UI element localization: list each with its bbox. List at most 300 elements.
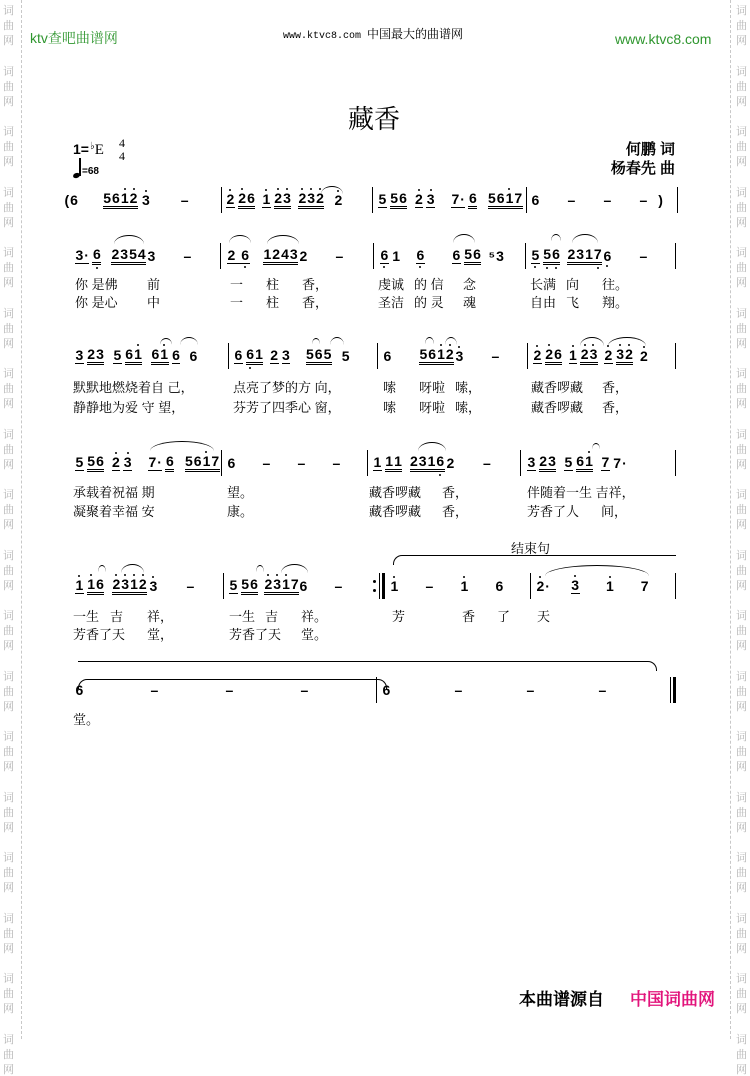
watermark-char: 曲 [3, 927, 14, 940]
note: 6 [165, 453, 174, 469]
beamed-note-group [234, 348, 243, 364]
note-group [603, 249, 612, 264]
watermark-char: 词 [3, 791, 14, 804]
beamed-note-group [172, 348, 181, 364]
barline [377, 343, 378, 369]
beat [604, 347, 640, 365]
note: 6 [603, 247, 612, 264]
note: 3 [96, 346, 104, 362]
lyric-text: 堂， [147, 627, 174, 642]
note: 6 [399, 190, 407, 206]
measure-4 [531, 190, 675, 210]
tie-arc [121, 564, 144, 573]
lyric-text: 芳香了天 [73, 627, 126, 642]
beat [603, 249, 639, 264]
note: 3 [75, 347, 84, 363]
lyric-text: 圣洁 [378, 295, 405, 310]
beat [531, 247, 567, 265]
watermark-char: 词 [3, 186, 14, 199]
note: 6 [151, 346, 160, 362]
note: 5 [113, 347, 122, 363]
beat [567, 247, 603, 265]
beat [488, 249, 524, 264]
lyric-verse-2 [378, 295, 522, 311]
note-group [149, 579, 158, 594]
beat [383, 349, 419, 364]
note: 2 [410, 453, 418, 469]
note: 7 [451, 191, 460, 207]
beat [415, 192, 452, 208]
note: 1 [255, 346, 263, 362]
beat [460, 579, 495, 594]
measure-19 [390, 576, 530, 596]
beat [113, 347, 151, 365]
beamed-note-group [531, 248, 540, 264]
note: 2 [567, 246, 576, 262]
note: 1 [437, 346, 445, 362]
beat [419, 347, 455, 365]
watermark-char: 网 [3, 277, 14, 289]
tie-arc [229, 235, 251, 243]
watermark-char: 网 [736, 942, 747, 955]
final-barline-thin [670, 677, 671, 703]
tie-arc [445, 337, 457, 345]
note-group [488, 249, 504, 264]
watermark-char: 曲 [736, 746, 747, 758]
note-group [300, 683, 309, 698]
note-group [180, 193, 189, 208]
watermark-char: 词 [3, 670, 14, 683]
barline [530, 573, 531, 599]
note-group [495, 579, 504, 594]
beat [601, 455, 638, 471]
note: 2 [274, 190, 283, 206]
note: 5 [488, 190, 496, 206]
footer-source-site-link[interactable]: 中国词曲网 [630, 990, 715, 1009]
note: 1 [460, 577, 469, 594]
note: 2 [625, 346, 633, 362]
beamed-note-group [539, 454, 557, 472]
note: 7 [640, 577, 649, 594]
note: · [460, 191, 465, 207]
note: 6 [125, 346, 134, 362]
tie-arc [160, 338, 172, 345]
note: 6 [299, 577, 308, 594]
watermark-char: 曲 [736, 867, 747, 879]
note: 6 [554, 346, 562, 362]
lyric-text: 向 [566, 277, 580, 292]
note: 2 [298, 190, 307, 206]
lyric-text: 嗦 [383, 380, 397, 395]
note: 3 [273, 576, 282, 592]
watermark-char: 词 [3, 731, 14, 743]
watermark-char: 词 [3, 247, 14, 259]
note: – [603, 191, 612, 208]
watermark-char: 网 [3, 640, 14, 652]
note: – [567, 191, 576, 208]
note: 1 [505, 190, 514, 206]
note: 6 [416, 247, 425, 263]
beamed-note-group [185, 454, 220, 472]
beamed-note-group [263, 247, 298, 265]
note: 2 [238, 190, 247, 206]
lyric-text: 芳香了天 [229, 627, 282, 642]
lyric-text: 堂。 [301, 627, 328, 642]
note: 6 [227, 454, 236, 471]
lyric-verse-1 [531, 380, 673, 396]
watermark-char: 词 [736, 912, 747, 925]
note-group [262, 456, 271, 471]
note: 6 [314, 346, 323, 362]
lyric-verse-2 [227, 504, 367, 520]
beat [603, 193, 639, 208]
watermark-char: 网 [736, 579, 747, 592]
beamed-note-group [112, 455, 121, 471]
watermark-char: 词 [3, 852, 14, 864]
beamed-note-group [87, 347, 105, 365]
watermark-char: 词 [736, 610, 747, 622]
measure-15 [373, 453, 519, 473]
lyric-text: 嗦 [383, 400, 397, 415]
note: 3 [149, 577, 158, 594]
beat [148, 454, 185, 472]
lyric-text: 吉 [110, 609, 124, 624]
lyric-text: 凝聚着幸福 安 [73, 504, 155, 519]
watermark-char: 网 [736, 337, 747, 350]
lyric-text: 芬芳了四季心 窗， [233, 400, 341, 415]
watermark-char: 词 [736, 307, 747, 320]
note: 6 [246, 346, 255, 362]
lyric-text: 呀啦 [419, 400, 446, 415]
watermark-char: 词 [736, 65, 747, 78]
watermark-char: 曲 [736, 80, 747, 93]
note: 6 [112, 190, 120, 206]
watermark-char: 网 [3, 519, 14, 531]
lyric-text: 前 [147, 277, 161, 292]
beamed-note-group [419, 347, 454, 365]
beat [75, 683, 150, 698]
note-group [536, 579, 550, 594]
barline [228, 343, 229, 369]
lyric-text: 承载着祝福 期 [73, 485, 155, 500]
repeat-dot [373, 580, 376, 583]
beat [410, 454, 447, 472]
barline [675, 450, 676, 476]
beat [380, 248, 416, 264]
note: 3 [571, 577, 580, 593]
note: 5 [323, 346, 332, 362]
watermark-char: 曲 [3, 685, 14, 698]
tie-arc [321, 186, 343, 194]
beat [226, 191, 262, 209]
repeat-dot [373, 589, 376, 592]
note: · [622, 454, 627, 471]
note-group [531, 193, 540, 208]
beat [598, 683, 670, 698]
barline [675, 243, 676, 269]
lyric-text: 堂。 [73, 712, 100, 727]
watermark-char: 词 [3, 1033, 14, 1046]
watermark-char: 网 [736, 640, 747, 652]
note: 1 [569, 347, 577, 363]
beamed-note-group [113, 348, 122, 364]
ending-label: 结束句 [511, 541, 551, 556]
note: – [300, 681, 309, 698]
lyric-verse-2 [229, 627, 373, 643]
watermark-char: 网 [3, 458, 14, 471]
watermark-column-left [3, 0, 15, 1076]
note-group [455, 349, 464, 364]
watermark-char: 网 [3, 35, 14, 47]
beat [451, 191, 488, 209]
lyricist-credit: 何鹏 词 [625, 141, 675, 158]
beamed-note-group [571, 578, 580, 594]
beamed-note-group [564, 455, 573, 471]
beat [150, 683, 225, 698]
note: 1 [262, 191, 271, 207]
note: 7 [613, 454, 622, 471]
watermark-char: 词 [3, 65, 14, 78]
note: – [262, 454, 271, 471]
lyric-text: 藏香啰藏 [531, 400, 584, 415]
note: 3 [123, 454, 132, 470]
beat [488, 191, 525, 209]
note: ( [64, 191, 70, 208]
beat [533, 347, 569, 365]
tie-arc [281, 564, 308, 573]
beamed-note-group [87, 577, 105, 595]
measure-18 [229, 576, 369, 596]
tie-arc [418, 442, 446, 451]
watermark-char: 网 [736, 277, 747, 289]
beat [147, 249, 183, 264]
note: · [157, 454, 162, 470]
lyric-text: 飞 [566, 295, 580, 310]
beat [111, 247, 147, 265]
note: 1 [427, 453, 436, 469]
barline [520, 450, 521, 476]
note: 3 [307, 190, 316, 206]
note-group [526, 683, 535, 698]
note: ) [658, 191, 663, 208]
note: 6 [531, 191, 540, 208]
beat [75, 577, 112, 595]
watermark-char: 网 [736, 700, 747, 713]
note: 1 [87, 576, 96, 592]
note: 7 [593, 246, 602, 262]
note: 1 [394, 453, 402, 469]
final-barline-thick [673, 677, 676, 703]
watermark-char: 曲 [736, 141, 747, 153]
time-signature [117, 137, 127, 163]
watermark-char: 网 [3, 761, 14, 773]
lyric-verse-1 [230, 277, 374, 293]
lyric-text: 藏香啰藏 [531, 380, 584, 395]
note: ⁵ [488, 247, 496, 264]
lyric-verse-2 [527, 504, 675, 520]
note: 1 [263, 246, 272, 262]
beamed-note-group [410, 454, 445, 472]
note: 5 [464, 246, 473, 262]
beamed-note-group [103, 191, 138, 209]
beat [75, 347, 113, 365]
note: 3 [142, 191, 150, 208]
lyric-text: 吉 [265, 609, 279, 624]
watermark-char: 曲 [3, 201, 14, 214]
watermark-char: 曲 [3, 141, 14, 153]
lyric-text: 虔诚 [378, 277, 405, 292]
lyric-text: 翔。 [602, 295, 629, 310]
beamed-note-group [151, 347, 169, 365]
beat [229, 577, 264, 595]
watermark-char: 网 [3, 1003, 14, 1015]
note: 5 [229, 577, 238, 593]
note: 3 [589, 346, 598, 362]
watermark-char: 曲 [3, 625, 14, 637]
lyric-text: 芳 [392, 609, 406, 624]
note: 1 [585, 453, 593, 469]
watermark-char: 网 [3, 216, 14, 229]
measure-1 [64, 190, 219, 210]
long-slur-line [78, 661, 657, 671]
note-group [460, 579, 469, 594]
watermark-char: 曲 [736, 927, 747, 940]
barline [525, 243, 526, 269]
beat [536, 579, 571, 594]
watermark-char: 曲 [736, 383, 747, 395]
note: 3 [616, 346, 625, 362]
beamed-note-group [416, 248, 425, 264]
note-group [483, 456, 492, 471]
beamed-note-group [373, 455, 382, 471]
lyric-text: 伴随着一生 吉祥， [527, 485, 635, 500]
tie-arc [267, 235, 299, 244]
tie-arc [180, 337, 198, 345]
note: 1 [160, 346, 169, 362]
beamed-note-group [385, 454, 403, 472]
beat [225, 683, 300, 698]
watermark-char: 曲 [736, 625, 747, 637]
measure-9 [75, 346, 227, 366]
beamed-note-group [567, 247, 602, 265]
note: 5 [543, 246, 552, 262]
note: 2 [272, 246, 281, 262]
barline [372, 187, 373, 213]
note: 3 [426, 191, 435, 207]
note: 2 [536, 577, 545, 594]
lyric-text: 望。 [227, 485, 254, 500]
beat [306, 347, 342, 365]
key-signature [73, 141, 104, 160]
note: 3 [576, 246, 585, 262]
note-group [186, 579, 195, 594]
beamed-note-group [75, 348, 84, 364]
beat [341, 349, 377, 364]
note-group [189, 349, 198, 364]
beat [564, 454, 601, 472]
flat-icon: ♭ [89, 141, 95, 152]
beamed-note-group [604, 348, 613, 364]
tie-arc [98, 565, 106, 572]
beamed-note-group [488, 191, 523, 209]
beat [495, 579, 530, 594]
lyric-text: 康。 [227, 504, 254, 519]
watermark-char: 词 [3, 610, 14, 622]
note: – [225, 681, 234, 698]
note: – [335, 247, 344, 264]
beat [640, 349, 676, 364]
note: 6 [96, 453, 104, 469]
note: 6 [92, 246, 101, 262]
lyric-verse-2 [233, 400, 376, 416]
note: 1 [282, 576, 290, 592]
beamed-note-group [580, 347, 598, 365]
lyric-text: 柱 [266, 295, 280, 310]
barline-thin [379, 573, 380, 599]
note: 6 [473, 246, 481, 262]
lyric-text: 静静地为爱 守 望， [73, 400, 185, 415]
watermark-char: 词 [3, 126, 14, 138]
measure-14 [227, 453, 367, 473]
note: 5 [419, 346, 428, 362]
watermark-char: 网 [736, 216, 747, 229]
watermark-char: 词 [736, 368, 747, 380]
watermark-char: 曲 [3, 564, 14, 577]
header-left-site-link[interactable]: ktv查吧曲谱网 [30, 30, 118, 46]
lyric-verse-1 [73, 380, 225, 396]
note: – [526, 681, 535, 698]
beamed-note-group [75, 578, 84, 594]
note: 2 [112, 576, 121, 592]
beat [569, 347, 605, 365]
barline [221, 450, 222, 476]
watermark-char: 曲 [3, 322, 14, 335]
measure-6 [227, 246, 371, 266]
header-right-site-link[interactable]: www.ktvc8.com [615, 31, 712, 47]
tie-arc [312, 338, 320, 344]
note: 4 [281, 246, 289, 262]
note-group [334, 579, 343, 594]
lyric-text: 默默地燃烧着自 己， [73, 380, 194, 395]
note: – [334, 577, 343, 594]
note: 2 [580, 346, 589, 362]
beamed-note-group [464, 247, 482, 265]
header-center-url[interactable]: www.ktvc8.com [283, 31, 362, 42]
beat [112, 455, 149, 471]
measure-11 [383, 346, 527, 366]
note: 3 [75, 247, 84, 263]
lyric-text: 的 灵 [414, 295, 444, 310]
lyric-text: 祥。 [301, 609, 328, 624]
beat [297, 456, 332, 471]
song-title: 藏香 [348, 105, 401, 134]
lyric-text: 中 [147, 295, 161, 310]
measure-8 [531, 246, 675, 266]
beat [452, 247, 488, 265]
beat [531, 193, 567, 208]
note: 5 [129, 246, 137, 262]
beat [183, 249, 219, 264]
note: 3 [147, 247, 156, 264]
note-group [392, 249, 401, 264]
note: 6 [452, 247, 461, 263]
note: · [84, 247, 89, 263]
beat [227, 456, 262, 471]
note: 5 [241, 576, 250, 592]
watermark-char: 词 [736, 5, 747, 17]
watermark-char: 词 [3, 307, 14, 320]
barline [675, 573, 676, 599]
